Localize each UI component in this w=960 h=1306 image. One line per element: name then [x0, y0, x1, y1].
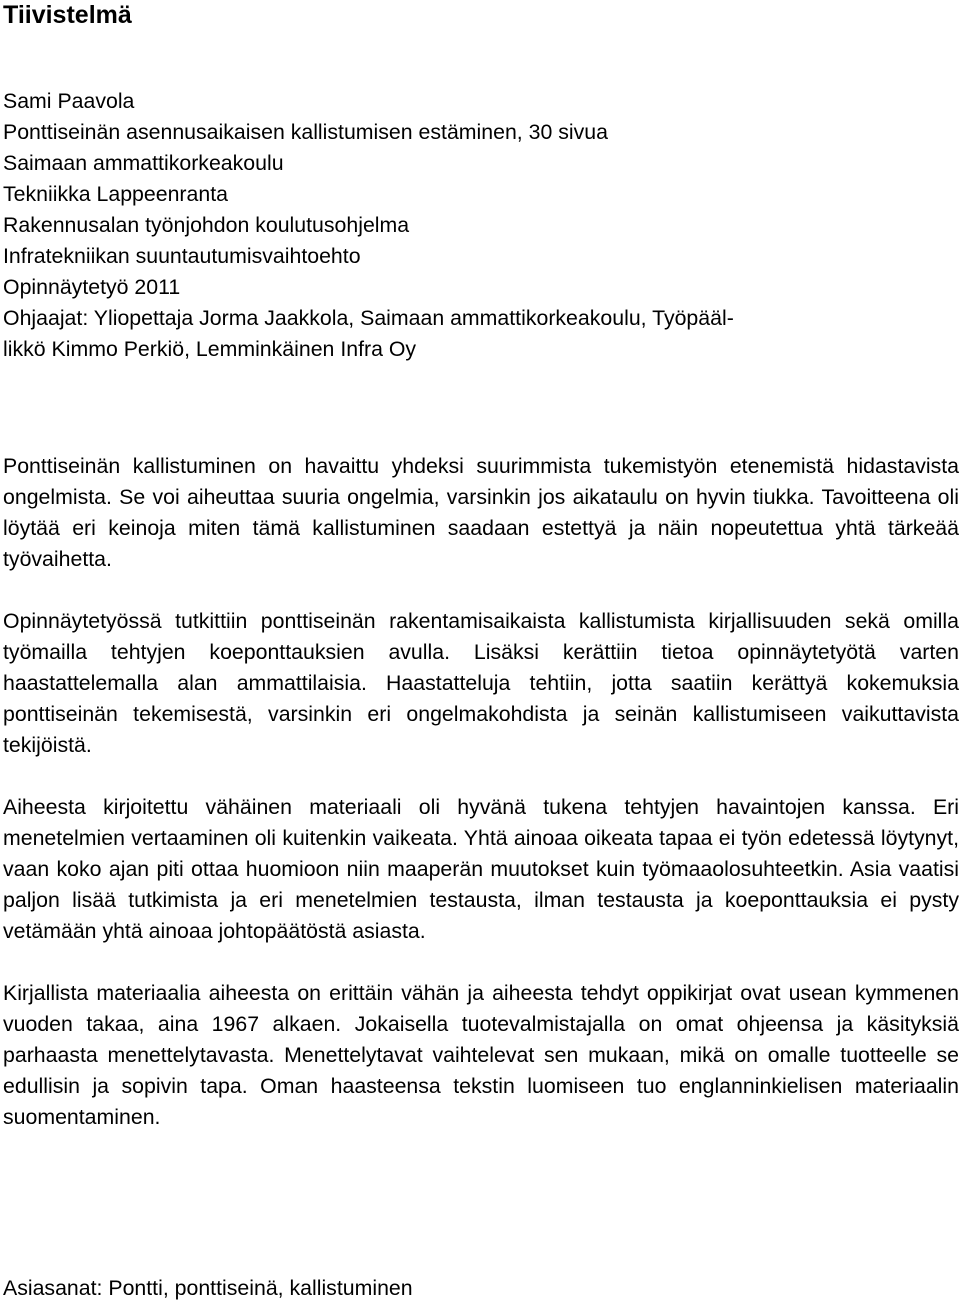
faculty: Tekniikka Lappeenranta	[3, 182, 228, 206]
abstract-paragraph: Ponttiseinän kallistuminen on havaittu yhdeksi suurimmista tukemistyön etenemistä hidastavista ongelmista. Se voi aiheuttaa suuria ongelmia, varsinkin jos aikataulu on hyvin tiukka. Tavoitteena oli löytää eri keinoja miten tämä kallistuminen saadaan estettyä ja näin nopeutettua yhtä tärkeää työvaihetta.	[3, 454, 959, 571]
supervisors-line-2: likkö Kimmo Perkiö, Lemminkäinen Infra Oy	[3, 337, 417, 361]
abstract-paragraph: Opinnäytetyössä tutkittiin ponttiseinän rakentamisaikaista kallistumista kirjallisuuden sekä omilla työmailla tehtyjen koeponttauksien avulla. Lisäksi kerättiin tietoa opinnäytetyötä varten haastattelemalla alan ammattilaisia. Haastatteluja tehtiin, jotta saatiin kerättyä kokemuksia ponttiseinän tekemisestä, varsinkin eri ongelmakohdista ja seinän kallistumiseen vaikuttavista tekijöistä.	[3, 609, 959, 757]
thesis-year: Opinnäytetyö 2011	[3, 275, 181, 299]
specialisation: Infratekniikan suuntautumisvaihtoehto	[3, 244, 361, 268]
abstract-paragraph: Aiheesta kirjoitettu vähäinen materiaali oli hyvänä tukena tehtyjen havaintojen kanssa. Eri menetelmien vertaaminen oli kuitenkin vaikeata. Yhtä ainoaa oikeata tapaa ei työn edetessä löytynyt, vaan koko ajan piti ottaa huomioon niin maaperän muutokset kuin työmaaolosuhteetkin. Asia vaatisi paljon lisää tutkimista ja eri menetelmien testausta, ilman testausta ja koeponttauksia ei pysty vetämään yhtä ainoaa johtopäätöstä asiasta.	[3, 795, 959, 943]
author-name: Sami Paavola	[3, 89, 135, 113]
thesis-metadata	[3, 86, 959, 365]
thesis-title: Ponttiseinän asennusaikaisen kallistumisen estäminen, 30 sivua	[3, 120, 608, 144]
keywords: Asiasanat: Pontti, ponttiseinä, kallistuminen	[3, 1276, 413, 1300]
degree-programme: Rakennusalan työnjohdon koulutusohjelma	[3, 213, 410, 237]
university: Saimaan ammattikorkeakoulu	[3, 151, 284, 175]
supervisors-line-1: Ohjaajat: Yliopettaja Jorma Jaakkola, Saimaan ammattikorkeakoulu, Työpääl-	[3, 306, 734, 330]
page-title: Tiivistelmä	[3, 1, 132, 29]
abstract-paragraph: Kirjallista materiaalia aiheesta on erittäin vähän ja aiheesta tehdyt oppikirjat ovat usean kymmenen vuoden takaa, aina 1967 alkaen. Jokaisella tuotevalmistajalla on omat ohjeensa ja käsityksiä parhaasta menettelytavasta. Menettelytavat vaihtelevat sen mukaan, mikä on omalle tuotteelle se edullisin ja sopivin tapa. Oman haasteensa tekstin luomiseen tuo englanninkielisen materiaalin suomentaminen.	[3, 981, 959, 1129]
abstract-body	[3, 451, 959, 1164]
